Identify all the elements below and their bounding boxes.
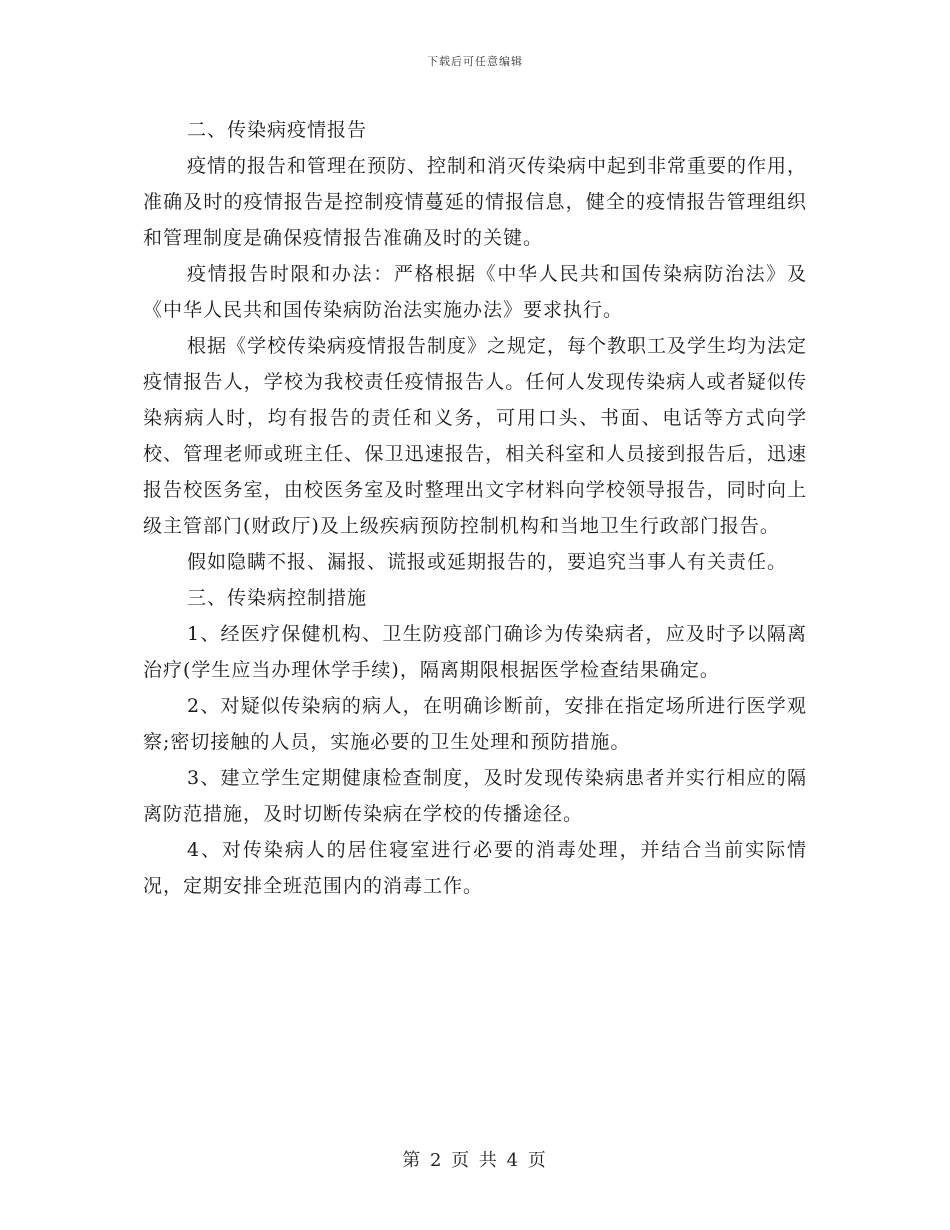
paragraph: 4、对传染病人的居住寝室进行必要的消毒处理，并结合当前实际情况，定期安排全班范围内的消毒工作。 — [143, 839, 807, 897]
paragraph: 3、建立学生定期健康检查制度，及时发现传染病患者并实行相应的隔离防范措施，及时切断传染病在学校的传播途径。 — [143, 767, 807, 825]
paragraph: 2、对疑似传染病的病人，在明确诊断前，安排在指定场所进行医学观察;密切接触的人员，实施必要的卫生处理和预防措施。 — [143, 695, 807, 753]
page-number-footer: 第 2 页 共 4 页 — [402, 1150, 548, 1171]
paragraph: 假如隐瞒不报、漏报、谎报或延期报告的，要追究当事人有关责任。 — [187, 551, 788, 573]
paragraph: 疫情的报告和管理在预防、控制和消灭传染病中起到非常重要的作用，准确及时的疫情报告是控制疫情蔓延的情报信息，健全的疫情报告管理组织和管理制度是确保疫情报告准确及时的关键。 — [143, 155, 808, 249]
paragraph: 根据《学校传染病疫情报告制度》之规定，每个教职工及学生均为法定疫情报告人，学校为我校责任疫情报告人。任何人发现传染病人或者疑似传染病病人时，均有报告的责任和义务，可用口头、书面、电话等方式向学校、管理老师或班主任、保卫迅速报告，相关科室和人员接到报告后，迅速报告校医务室，由校医务室及时整理出文字材料向学校领导报告，同时向上级主管部门(财政厅)及上级疾病预防控制机构和当地卫生行政部门报告。 — [143, 335, 808, 537]
paragraph: 1、经医疗保健机构、卫生防疫部门确诊为传染病者，应及时予以隔离治疗(学生应当办理休学手续)，隔离期限根据医学检查结果确定。 — [143, 623, 807, 681]
document-body — [143, 112, 807, 904]
section-heading-epidemic-report: 二、传染病疫情报告 — [187, 119, 368, 141]
paragraph: 疫情报告时限和办法：严格根据《中华人民共和国传染病防治法》及《中华人民共和国传染病防治法实施办法》要求执行。 — [143, 263, 807, 321]
header-note: 下载后可任意编辑 — [427, 55, 523, 68]
section-heading-control-measures: 三、传染病控制措施 — [187, 587, 368, 609]
